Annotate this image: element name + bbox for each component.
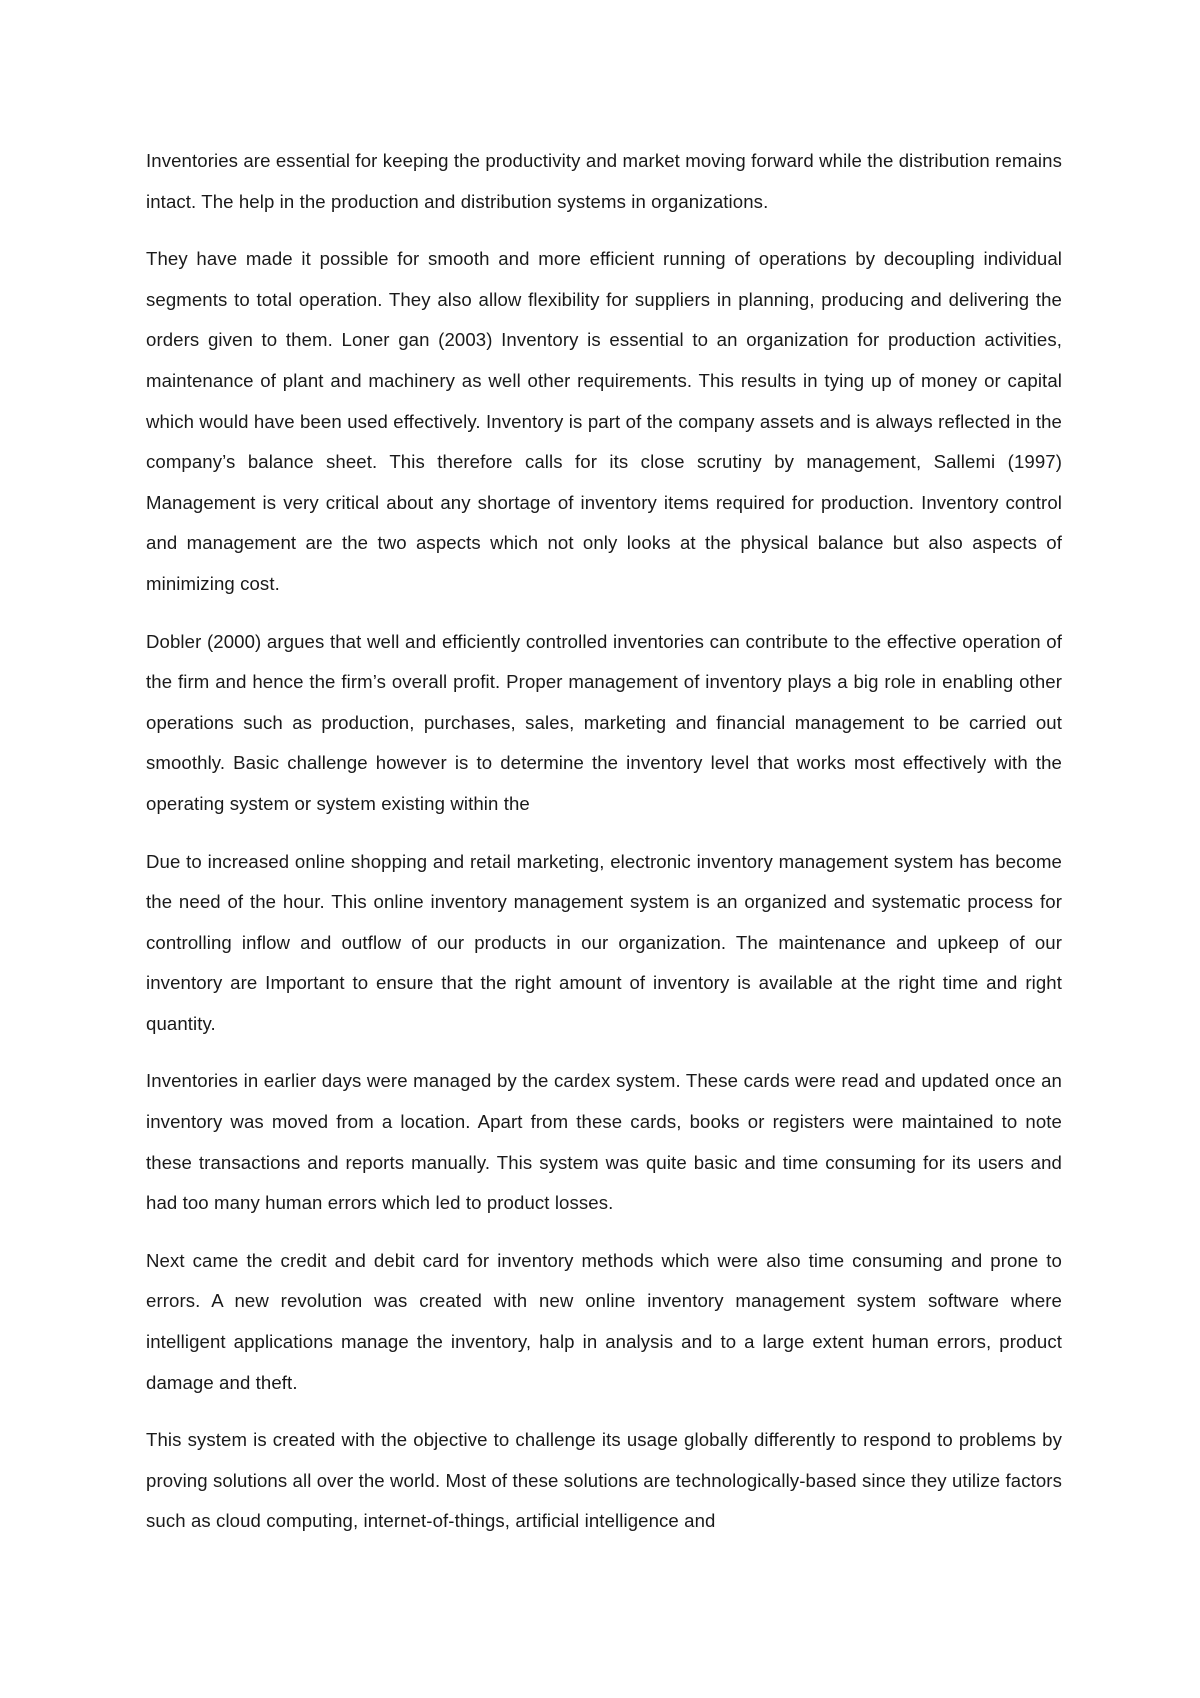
paragraph-5: Inventories in earlier days were managed by the cardex system. These cards were read and updated once an inventory was moved from a location. Apart from these cards, books or registers were maintained to note these transactions and reports manually. This system was quite basic and time consuming for its users and had too many human errors which led to product losses. xyxy=(146,1070,1062,1214)
document-body xyxy=(146,141,1062,1559)
paragraph-4: Due to increased online shopping and retail marketing, electronic inventory management system has become the need of the hour. This online inventory management system is an organized and systematic process for controlling inflow and outflow of our products in our organization. The maintenance and upkeep of our inventory are Important to ensure that the right amount of inventory is available at the right time and right quantity. xyxy=(146,850,1062,1034)
paragraph-3: Dobler (2000) argues that well and efficiently controlled inventories can contribute to the effective operation of the firm and hence the firm’s overall profit. Proper management of inventory plays a big role in enabling other operations such as production, purchases, sales, marketing and financial management to be carried out smoothly. Basic challenge however is to determine the inventory level that works most effectively with the operating system or system existing within the xyxy=(146,630,1062,814)
paragraph-2: They have made it possible for smooth and more efficient running of operations by decoupling individual segments to total operation. They also allow flexibility for suppliers in planning, producing and delivering the orders given to them. Loner gan (2003) Inventory is essential to an organization for production activities, maintenance of plant and machinery as well other requirements. This results in tying up of money or capital which would have been used effectively. Inventory is part of the company assets and is always reflected in the company’s balance sheet. This therefore calls for its close scrutiny by management, Sallemi (1997) Management is very critical about any shortage of inventory items required for production. Inventory control and management are the two aspects which not only looks at the physical balance but also aspects of minimizing cost. xyxy=(146,248,1062,594)
paragraph-1: Inventories are essential for keeping the productivity and market moving forward while the distribution remains intact. The help in the production and distribution systems in organizations. xyxy=(146,150,1062,212)
paragraph-6: Next came the credit and debit card for inventory methods which were also time consuming and prone to errors. A new revolution was created with new online inventory management system software where intelligent applications manage the inventory, halp in analysis and to a large extent human errors, product damage and theft. xyxy=(146,1249,1062,1393)
paragraph-7: This system is created with the objective to challenge its usage globally differently to respond to problems by proving solutions all over the world. Most of these solutions are technologically-based since they utilize factors such as cloud computing, internet-of-things, artificial intelligence and xyxy=(146,1429,1062,1532)
